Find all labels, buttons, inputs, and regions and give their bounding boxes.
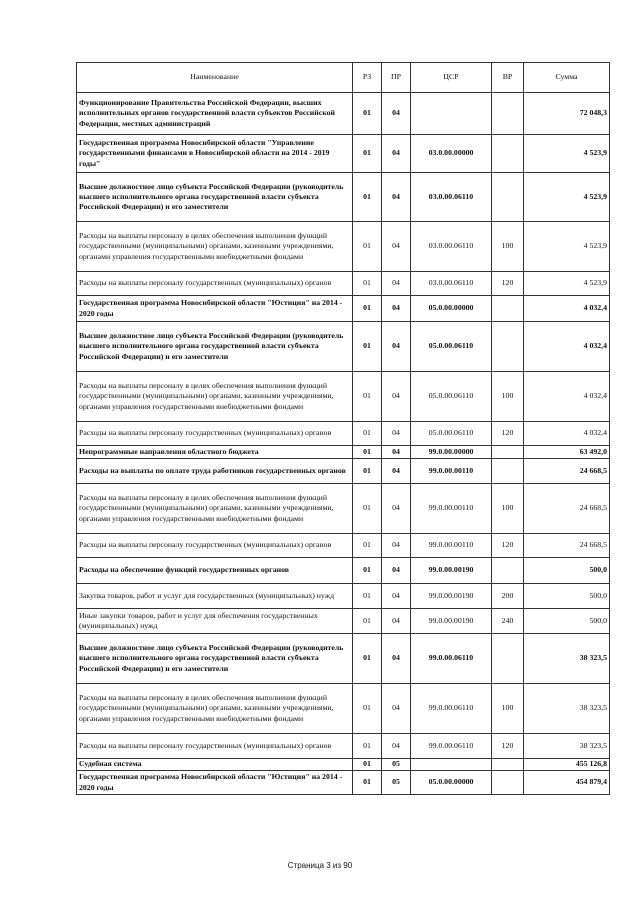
table-row: [77, 422, 610, 446]
cell-rz: 01: [353, 759, 382, 771]
cell-vr: [492, 446, 524, 459]
cell-vr: [492, 459, 524, 484]
cell-sum: 454 879,4: [524, 771, 610, 795]
cell-csr: [411, 93, 492, 135]
cell-rz: 01: [353, 272, 382, 296]
cell-name: Иные закупки товаров, работ и услуг для обеспечения государственных (муниципальных) нужд: [77, 609, 353, 634]
cell-rz: 01: [353, 459, 382, 484]
cell-sum: 38 323,5: [524, 634, 610, 684]
cell-pr: 04: [382, 534, 411, 558]
cell-pr: 04: [382, 484, 411, 534]
cell-rz: 01: [353, 584, 382, 609]
table-row: [77, 534, 610, 558]
cell-sum: 4 032,4: [524, 296, 610, 322]
cell-name: Высшее должностное лицо субъекта Российской Федерации (руководитель высшего исполнительного органа государственной власти субъекта Российской Федерации) и его заместители: [77, 173, 353, 222]
cell-pr: 04: [382, 634, 411, 684]
cell-csr: 03.0.00.06110: [411, 272, 492, 296]
cell-name: Расходы на выплаты по оплате труда работников государственных органов: [77, 459, 353, 484]
header-csr: ЦСР: [411, 63, 492, 93]
table-row: [77, 684, 610, 734]
table-row: [77, 771, 610, 795]
cell-vr: 120: [492, 734, 524, 759]
cell-csr: [411, 759, 492, 771]
table-row: [77, 222, 610, 272]
cell-sum: 500,0: [524, 584, 610, 609]
cell-vr: 120: [492, 534, 524, 558]
table-row: [77, 558, 610, 584]
cell-sum: 38 323,5: [524, 684, 610, 734]
cell-pr: 04: [382, 296, 411, 322]
cell-name: Высшее должностное лицо субъекта Российской Федерации (руководитель высшего исполнительного органа государственной власти субъекта Российской Федерации) и его заместители: [77, 634, 353, 684]
cell-name: Судебная система: [77, 759, 353, 771]
cell-csr: 99.0.00.00110: [411, 534, 492, 558]
cell-name: Расходы на выплаты персоналу в целях обеспечения выполнения функций государственными (муниципальными) органами, казенными учреждениями, органами управления государственными внебюджетными фондами: [77, 684, 353, 734]
cell-vr: [492, 296, 524, 322]
cell-name: Расходы на обеспечение функций государственных органов: [77, 558, 353, 584]
cell-csr: 03.0.00.00000: [411, 135, 492, 173]
cell-rz: 01: [353, 222, 382, 272]
cell-csr: 05.0.00.06110: [411, 422, 492, 446]
cell-pr: 04: [382, 422, 411, 446]
cell-rz: 01: [353, 534, 382, 558]
table-row: [77, 272, 610, 296]
cell-vr: 200: [492, 584, 524, 609]
cell-vr: 120: [492, 422, 524, 446]
cell-rz: 01: [353, 734, 382, 759]
cell-name: Расходы на выплаты персоналу государственных (муниципальных) органов: [77, 422, 353, 446]
cell-pr: 04: [382, 684, 411, 734]
table-row: [77, 93, 610, 135]
cell-name: Государственная программа Новосибирской области "Управление государственными финансами в Новосибирской области на 2014 - 2019 годы": [77, 135, 353, 173]
cell-rz: 01: [353, 173, 382, 222]
cell-sum: 500,0: [524, 558, 610, 584]
table-row: [77, 484, 610, 534]
cell-rz: 01: [353, 322, 382, 372]
cell-csr: 99.0.00.00190: [411, 558, 492, 584]
cell-csr: 99.0.00.06110: [411, 684, 492, 734]
cell-csr: 05.0.00.06110: [411, 372, 492, 422]
cell-csr: 03.0.00.06110: [411, 173, 492, 222]
cell-sum: 4 032,4: [524, 372, 610, 422]
header-pr: ПР: [382, 63, 411, 93]
table-row: [77, 296, 610, 322]
header-rz: РЗ: [353, 63, 382, 93]
cell-sum: 24 668,5: [524, 534, 610, 558]
cell-csr: 99.0.00.00000: [411, 446, 492, 459]
cell-pr: 05: [382, 759, 411, 771]
cell-pr: 04: [382, 272, 411, 296]
cell-pr: 04: [382, 93, 411, 135]
cell-pr: 04: [382, 173, 411, 222]
cell-pr: 04: [382, 222, 411, 272]
cell-sum: 24 668,5: [524, 484, 610, 534]
cell-name: Расходы на выплаты персоналу государственных (муниципальных) органов: [77, 734, 353, 759]
cell-pr: 04: [382, 135, 411, 173]
cell-sum: 63 492,0: [524, 446, 610, 459]
cell-rz: 01: [353, 296, 382, 322]
cell-vr: 100: [492, 372, 524, 422]
cell-rz: 01: [353, 135, 382, 173]
cell-vr: [492, 759, 524, 771]
cell-csr: 05.0.00.06110: [411, 322, 492, 372]
cell-vr: [492, 771, 524, 795]
table-row: [77, 759, 610, 771]
cell-pr: 05: [382, 771, 411, 795]
budget-table: [76, 62, 610, 795]
cell-sum: 4 032,4: [524, 322, 610, 372]
cell-pr: 04: [382, 446, 411, 459]
cell-name: Высшее должностное лицо субъекта Российской Федерации (руководитель высшего исполнительного органа государственной власти субъекта Российской Федерации) и его заместители: [77, 322, 353, 372]
table-row: [77, 135, 610, 173]
cell-rz: 01: [353, 446, 382, 459]
cell-rz: 01: [353, 484, 382, 534]
cell-rz: 01: [353, 558, 382, 584]
cell-name: Непрограммные направления областного бюджета: [77, 446, 353, 459]
table-header-row: [77, 63, 610, 93]
header-sum: Сумма: [524, 63, 610, 93]
cell-rz: 01: [353, 93, 382, 135]
cell-pr: 04: [382, 558, 411, 584]
cell-name: Расходы на выплаты персоналу в целях обеспечения выполнения функций государственными (муниципальными) органами, казенными учреждениями, органами управления государственными внебюджетными фондами: [77, 372, 353, 422]
cell-pr: 04: [382, 584, 411, 609]
cell-rz: 01: [353, 771, 382, 795]
cell-csr: 99.0.00.06110: [411, 634, 492, 684]
table-row: [77, 609, 610, 634]
cell-csr: 99.0.00.00110: [411, 484, 492, 534]
cell-vr: 240: [492, 609, 524, 634]
cell-pr: 04: [382, 459, 411, 484]
cell-vr: [492, 634, 524, 684]
cell-sum: 500,0: [524, 609, 610, 634]
table-row: [77, 446, 610, 459]
table-row: [77, 584, 610, 609]
header-vr: ВР: [492, 63, 524, 93]
cell-vr: [492, 93, 524, 135]
cell-rz: 01: [353, 422, 382, 446]
cell-sum: 455 126,8: [524, 759, 610, 771]
cell-vr: 100: [492, 484, 524, 534]
cell-vr: [492, 322, 524, 372]
cell-rz: 01: [353, 372, 382, 422]
cell-csr: 99.0.00.00110: [411, 459, 492, 484]
table-row: [77, 459, 610, 484]
cell-vr: 100: [492, 222, 524, 272]
cell-csr: 05.0.00.00000: [411, 296, 492, 322]
cell-rz: 01: [353, 634, 382, 684]
cell-name: Закупка товаров, работ и услуг для государственных (муниципальных) нужд: [77, 584, 353, 609]
cell-rz: 01: [353, 684, 382, 734]
cell-pr: 04: [382, 609, 411, 634]
cell-vr: [492, 173, 524, 222]
cell-name: Расходы на выплаты персоналу в целях обеспечения выполнения функций государственными (муниципальными) органами, казенными учреждениями, органами управления государственными внебюджетными фондами: [77, 484, 353, 534]
page-number: Страница 3 из 90: [287, 861, 353, 870]
cell-sum: 4 523,9: [524, 222, 610, 272]
cell-sum: 4 523,9: [524, 272, 610, 296]
cell-csr: 05.0.00.00000: [411, 771, 492, 795]
cell-vr: 100: [492, 684, 524, 734]
cell-sum: 72 048,3: [524, 93, 610, 135]
cell-name: Расходы на выплаты персоналу государственных (муниципальных) органов: [77, 272, 353, 296]
header-name: Наименование: [77, 63, 353, 93]
cell-name: Расходы на выплаты персоналу государственных (муниципальных) органов: [77, 534, 353, 558]
table-row: [77, 322, 610, 372]
cell-pr: 04: [382, 734, 411, 759]
cell-sum: 4 032,4: [524, 422, 610, 446]
cell-csr: 99.0.00.00190: [411, 584, 492, 609]
cell-name: Расходы на выплаты персоналу в целях обеспечения выполнения функций государственными (муниципальными) органами, казенными учреждениями, органами управления государственными внебюджетными фондами: [77, 222, 353, 272]
cell-vr: [492, 558, 524, 584]
cell-sum: 4 523,9: [524, 173, 610, 222]
cell-pr: 04: [382, 372, 411, 422]
cell-pr: 04: [382, 322, 411, 372]
cell-csr: 99.0.00.06110: [411, 734, 492, 759]
cell-sum: 4 523,9: [524, 135, 610, 173]
table-row: [77, 634, 610, 684]
table-body: [77, 93, 610, 795]
table-row: [77, 372, 610, 422]
cell-vr: 120: [492, 272, 524, 296]
cell-csr: 03.0.00.06110: [411, 222, 492, 272]
table-row: [77, 734, 610, 759]
table-row: [77, 173, 610, 222]
cell-sum: 38 323,5: [524, 734, 610, 759]
cell-csr: 99.0.00.00190: [411, 609, 492, 634]
cell-name: Государственная программа Новосибирской области "Юстиция" на 2014 - 2020 годы: [77, 296, 353, 322]
cell-name: Государственная программа Новосибирской области "Юстиция" на 2014 - 2020 годы: [77, 771, 353, 795]
cell-name: Функционирование Правительства Российской Федерации, высших исполнительных органов государственной власти субъектов Российской Федерации, местных администраций: [77, 93, 353, 135]
cell-rz: 01: [353, 609, 382, 634]
cell-vr: [492, 135, 524, 173]
cell-sum: 24 668,5: [524, 459, 610, 484]
